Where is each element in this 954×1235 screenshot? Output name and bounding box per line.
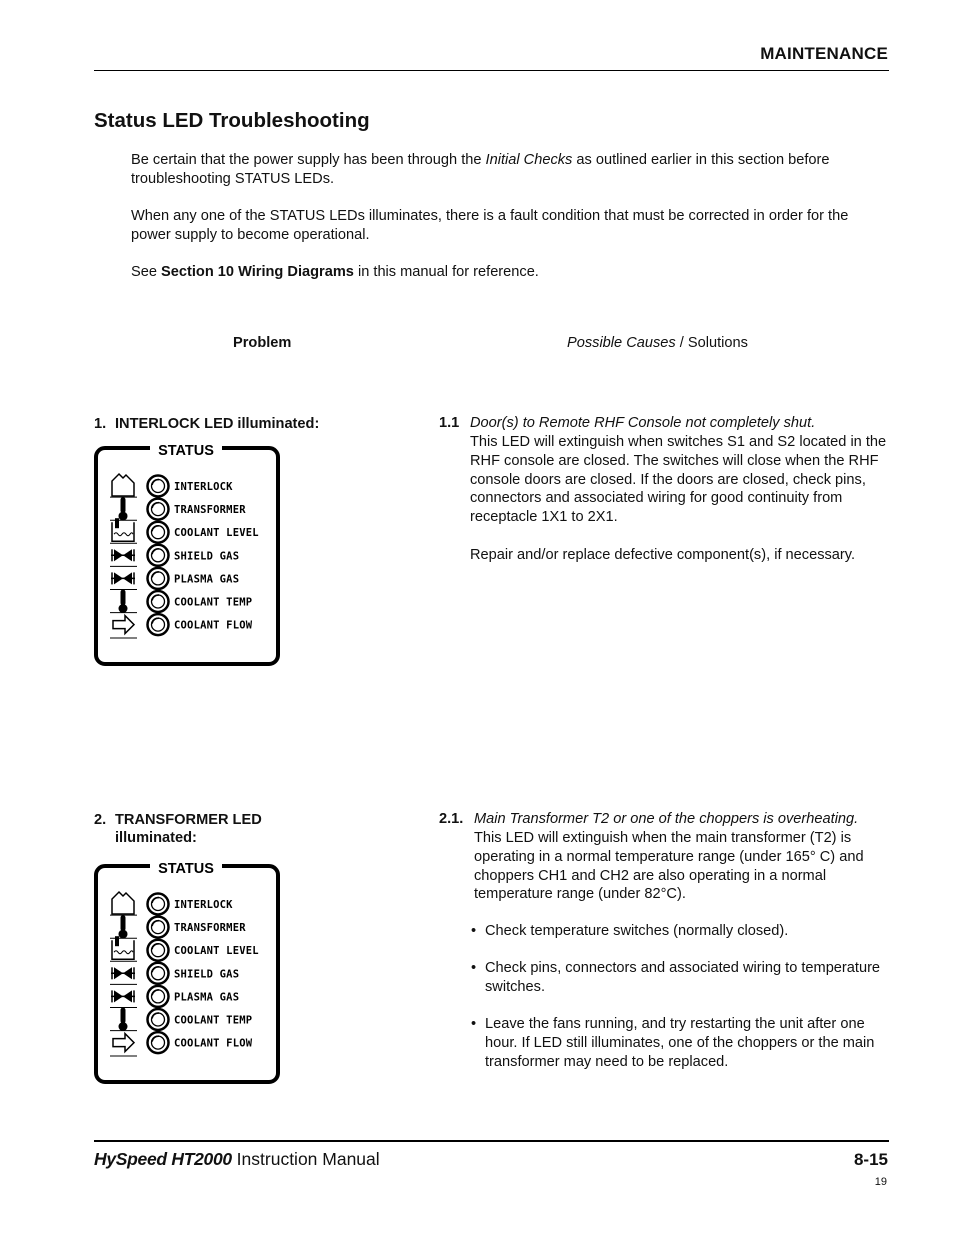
- footer-rule: [94, 1140, 889, 1142]
- status-led-indicator: [148, 894, 169, 915]
- status-led-label: COOLANT LEVEL: [174, 945, 259, 958]
- status-led-label: COOLANT LEVEL: [174, 527, 259, 540]
- status-led-indicator: [148, 963, 169, 984]
- thermometer-icon: [119, 497, 128, 520]
- gas-valve-icon: [111, 967, 135, 979]
- solution-1-1-body: This LED will extinguish when switches S1 and S2 located in the RHF console are closed. The switches will close when the RHF console doors are closed. If the doors are closed, check pins, connectors and associated wiring for good continuity from receptacle 1X1 to 2X1.: [470, 434, 887, 526]
- status-led-indicator: [148, 499, 169, 520]
- page-title: Status LED Troubleshooting: [94, 109, 370, 132]
- status-led-indicator: [148, 1009, 169, 1030]
- door-icon: [112, 892, 134, 914]
- status-led-label: COOLANT TEMP: [174, 1014, 253, 1027]
- sheet-number: 19: [874, 1176, 887, 1188]
- intro-paragraph-1: Be certain that the power supply has been through the Initial Checks as outlined earlier in this section before troubleshooting STATUS LEDs.: [131, 152, 830, 187]
- thermometer-icon: [119, 1008, 128, 1032]
- status-led-label: SHIELD GAS: [174, 968, 240, 981]
- gas-valve-icon: [111, 549, 135, 561]
- solution-2-1-heading: 2.1. Main Transformer T2 or one of the choppers is overheating.: [439, 811, 859, 827]
- status-led-indicator: [148, 522, 169, 543]
- solution-2-1-body: This LED will extinguish when the main transformer (T2) is operating in a normal temperature range (under 165° C) and choppers CH1 and CH2 are also operating in a normal temperature range (under 82°C).: [474, 830, 864, 903]
- causes-column-header: Possible Causes / Solutions: [567, 335, 748, 351]
- status-led-label: PLASMA GAS: [174, 991, 240, 1004]
- bullet-item: • Leave the fans running, and try restarting the unit after one hour. If LED still illuminates, one of the choppers or the main transformer may need to be replaced.: [471, 1016, 875, 1070]
- intro-paragraph-2: When any one of the STATUS LEDs illuminates, there is a fault condition that must be corrected in order for the power supply to become operational.: [131, 208, 849, 243]
- status-led-label: COOLANT TEMP: [174, 596, 253, 609]
- status-panel-interlock: [92, 440, 282, 668]
- intro-paragraph-3: See Section 10 Wiring Diagrams in this manual for reference.: [131, 264, 539, 280]
- flow-arrow-icon: [113, 616, 134, 634]
- status-led-label: COOLANT FLOW: [174, 619, 253, 632]
- status-led-label: TRANSFORMER: [174, 922, 246, 935]
- status-led-indicator: [148, 614, 169, 635]
- door-icon: [112, 474, 134, 496]
- problem-1-label: 1. INTERLOCK LED illuminated:: [94, 416, 320, 432]
- status-led-indicator: [148, 568, 169, 589]
- bullet-item: • Check pins, connectors and associated wiring to temperature switches.: [471, 960, 881, 995]
- status-led-label: INTERLOCK: [174, 899, 233, 911]
- status-panel-title: STATUS: [158, 443, 214, 459]
- status-led-indicator: [148, 545, 169, 566]
- problem-2-label: 2. TRANSFORMER LED illuminated:: [94, 812, 262, 846]
- page-number: 8-15: [853, 1150, 888, 1169]
- gas-valve-icon: [111, 990, 135, 1002]
- thermometer-icon: [119, 915, 128, 939]
- status-led-label: SHIELD GAS: [174, 550, 240, 563]
- status-led-indicator: [148, 1032, 169, 1053]
- status-led-label: PLASMA GAS: [174, 573, 240, 586]
- status-panel-title: STATUS: [158, 861, 214, 877]
- thermometer-icon: [119, 590, 128, 614]
- coolant-tank-icon: [112, 518, 134, 541]
- status-led-indicator: [148, 591, 169, 612]
- status-led-label: COOLANT FLOW: [174, 1037, 253, 1050]
- solution-1-1-repair: Repair and/or replace defective component(s), if necessary.: [470, 547, 856, 563]
- bullet-item: • Check temperature switches (normally closed).: [471, 923, 789, 939]
- status-led-indicator: [148, 917, 169, 938]
- problem-column-header: Problem: [233, 335, 292, 351]
- solution-1-1-heading: 1.1 Door(s) to Remote RHF Console not completely shut.: [439, 415, 816, 431]
- flow-arrow-icon: [113, 1034, 134, 1052]
- section-header: MAINTENANCE: [760, 44, 888, 63]
- coolant-tank-icon: [112, 936, 134, 959]
- status-led-indicator: [148, 476, 169, 497]
- status-led-label: TRANSFORMER: [174, 504, 246, 517]
- gas-valve-icon: [111, 572, 135, 584]
- status-panel-transformer: [92, 858, 282, 1086]
- status-led-label: INTERLOCK: [174, 481, 233, 493]
- status-led-indicator: [148, 986, 169, 1007]
- header-rule: [94, 70, 889, 71]
- status-led-indicator: [148, 940, 169, 961]
- footer-title: HySpeed HT2000 Instruction Manual: [94, 1149, 380, 1169]
